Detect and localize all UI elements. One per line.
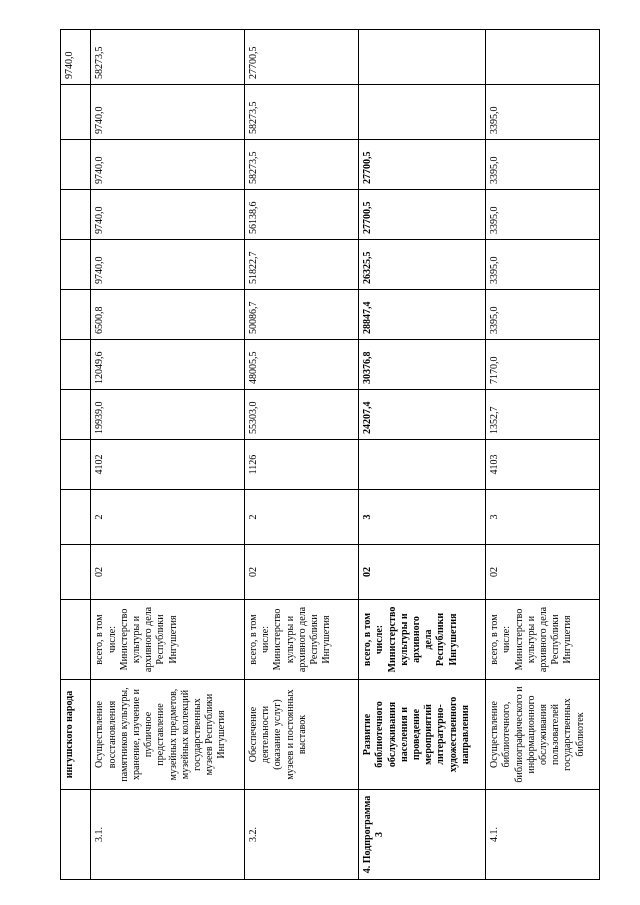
cell-pr: 1126 xyxy=(244,440,358,490)
table-row xyxy=(61,30,91,880)
cell-value: 3395,0 xyxy=(486,190,600,240)
cell-value: 27700,5 xyxy=(359,140,486,190)
cell-id: 4.1. xyxy=(486,790,600,880)
cell-name: Развитие библиотечного обслуживания населения и проведение мероприятий литературно-художественного направления xyxy=(359,680,486,790)
cell-value: 9740,0 xyxy=(91,190,245,240)
table-row xyxy=(486,30,600,880)
cell-executor: всего, в том числе: Министерство культуры и архивного дела Республики Ингушетия xyxy=(486,600,600,680)
cell-rz: 3 xyxy=(486,490,600,545)
cell-value xyxy=(61,140,91,190)
cell-grbs: 02 xyxy=(244,545,358,600)
cell-value: 48005,5 xyxy=(244,340,358,390)
cell-rz: 2 xyxy=(244,490,358,545)
cell-pr xyxy=(61,440,91,490)
cell-value: 9740,0 xyxy=(91,140,245,190)
cell-value xyxy=(486,30,600,85)
cell-value: 27700,5 xyxy=(359,190,486,240)
cell-name: Осуществление восстановления памятников культуры, хранение, изучение и публичное представление музейных предметов, музейных коллекций государственных музеев Республики Ингушетия xyxy=(91,680,245,790)
cell-value: 30376,8 xyxy=(359,340,486,390)
cell-pr: 4102 xyxy=(91,440,245,490)
cell-executor xyxy=(61,600,91,680)
table-row xyxy=(244,30,358,880)
cell-value: 24207,4 xyxy=(359,390,486,440)
cell-name: Осуществление библиотечного, библиографического и информационного обслуживания пользователей государственных библиотек xyxy=(486,680,600,790)
cell-grbs: 02 xyxy=(359,545,486,600)
cell-id: 4. Подпрограмма 3 xyxy=(359,790,486,880)
cell-rz: 2 xyxy=(91,490,245,545)
cell-value: 26325,5 xyxy=(359,240,486,290)
cell-value: 56138,6 xyxy=(244,190,358,240)
rotated-table-frame xyxy=(60,30,600,880)
cell-value xyxy=(61,340,91,390)
cell-value: 3395,0 xyxy=(486,290,600,340)
cell-value: 27700,5 xyxy=(244,30,358,85)
cell-grbs: 02 xyxy=(91,545,245,600)
cell-value xyxy=(359,30,486,85)
cell-value: 3395,0 xyxy=(486,85,600,140)
cell-id xyxy=(61,790,91,880)
cell-value: 3395,0 xyxy=(486,240,600,290)
cell-value xyxy=(61,190,91,240)
cell-name: Обеспечение деятельности (оказание услуг) музеев и постоянных выставок xyxy=(244,680,358,790)
cell-value xyxy=(61,85,91,140)
table-row xyxy=(91,30,245,880)
cell-value: 28847,4 xyxy=(359,290,486,340)
cell-value: 12049,6 xyxy=(91,340,245,390)
cell-executor: всего, в том числе: Министерство культуры и архивного дела Республики Ингушетия xyxy=(91,600,245,680)
cell-value: 58273,5 xyxy=(91,30,245,85)
cell-executor: всего, в том числе: Министерство культуры и архивного дела Республики Ингушетия xyxy=(359,600,486,680)
cell-executor: всего, в том числе: Министерство культуры и архивного дела Республики Ингушетия xyxy=(244,600,358,680)
budget-table xyxy=(60,29,600,880)
cell-pr xyxy=(359,440,486,490)
cell-value: 50086,7 xyxy=(244,290,358,340)
cell-value: 7170,0 xyxy=(486,340,600,390)
cell-value: 9740,0 xyxy=(91,240,245,290)
cell-grbs xyxy=(61,545,91,600)
cell-grbs: 02 xyxy=(486,545,600,600)
cell-value: 9740,0 xyxy=(61,30,91,85)
cell-value xyxy=(359,85,486,140)
cell-value: 58273,5 xyxy=(244,85,358,140)
cell-value xyxy=(61,390,91,440)
cell-value: 19939,0 xyxy=(91,390,245,440)
cell-value xyxy=(61,290,91,340)
cell-value: 9740,0 xyxy=(91,85,245,140)
cell-value: 6500,8 xyxy=(91,290,245,340)
cell-value: 51822,7 xyxy=(244,240,358,290)
cell-value: 55303,0 xyxy=(244,390,358,440)
cell-value: 58273,5 xyxy=(244,140,358,190)
cell-pr: 4103 xyxy=(486,440,600,490)
cell-id: 3.2. xyxy=(244,790,358,880)
table-row xyxy=(359,30,486,880)
cell-value xyxy=(61,240,91,290)
cell-value: 3395,0 xyxy=(486,140,600,190)
cell-rz xyxy=(61,490,91,545)
cell-name: ингушского народа xyxy=(61,680,91,790)
cell-id: 3.1. xyxy=(91,790,245,880)
table-body xyxy=(61,30,600,880)
cell-value: 1352,7 xyxy=(486,390,600,440)
cell-rz: 3 xyxy=(359,490,486,545)
